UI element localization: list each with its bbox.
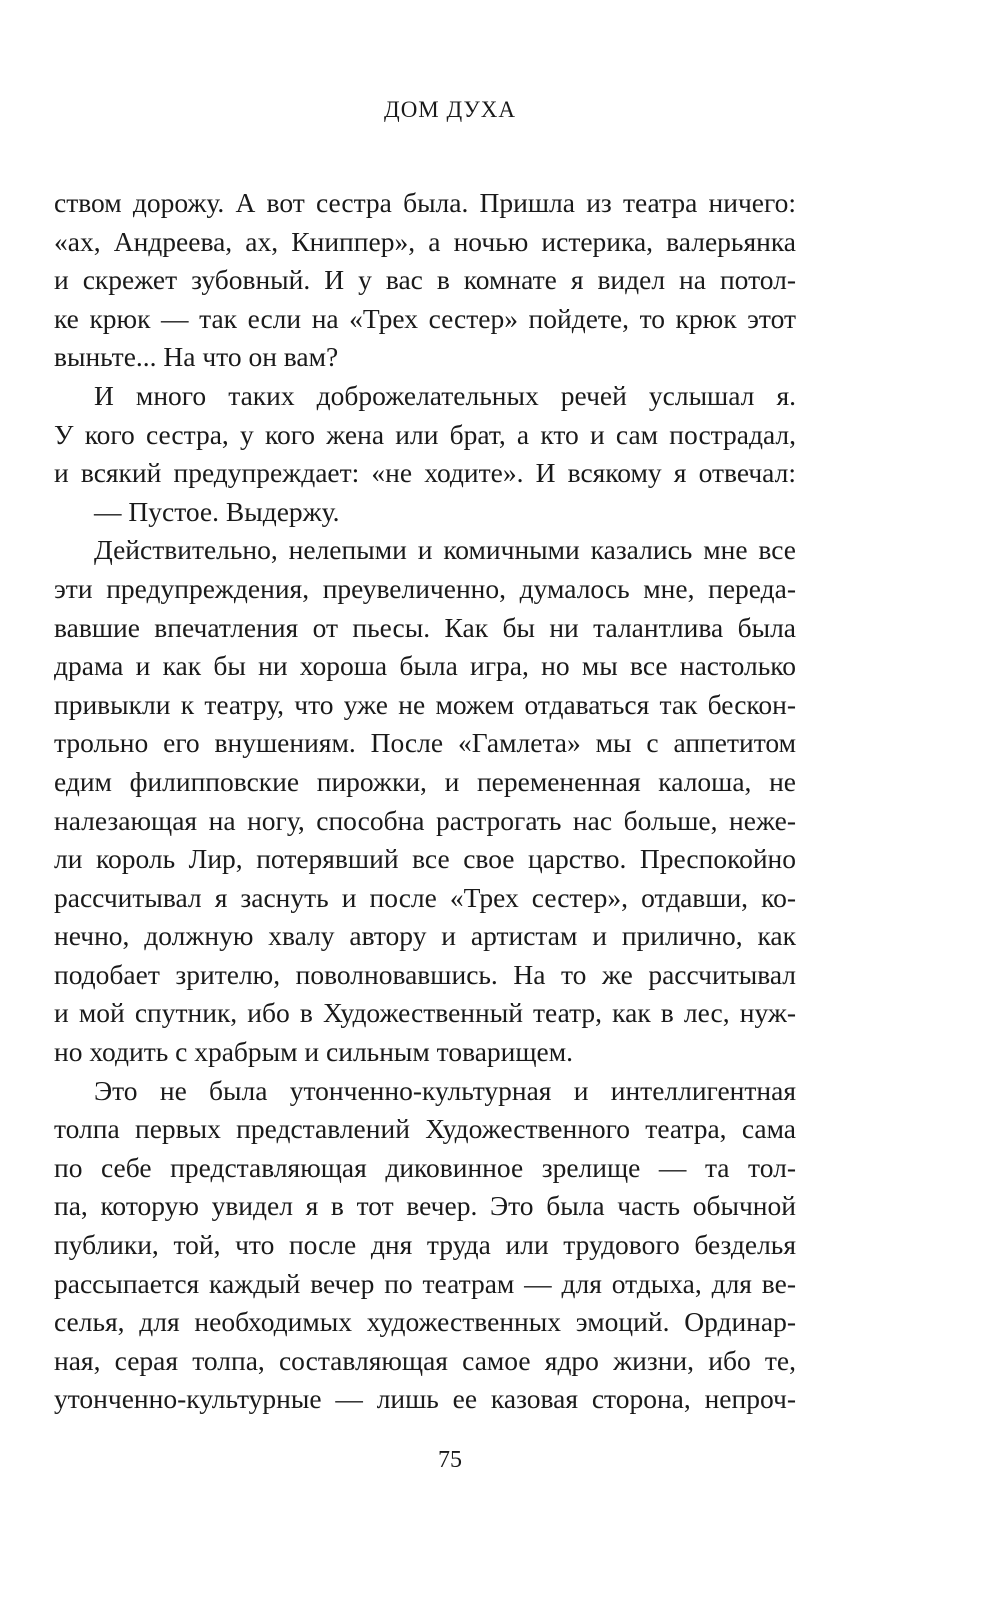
text-line: вавшие впечатления от пьесы. Как бы ни талантлива была bbox=[54, 611, 796, 643]
text-line: привыкли к театру, что уже не можем отдаваться так бескон- bbox=[54, 688, 796, 720]
text-line: Действительно, нелепыми и комичными казались мне все bbox=[94, 534, 796, 566]
text-line: подобает зрителю, поволновавшись. На то же рассчитывал bbox=[54, 958, 796, 990]
text-line: рассыпается каждый вечер по театрам — для отдыха, для ве- bbox=[54, 1267, 796, 1299]
text-line: и всякий предупреждает: «не ходите». И всякому я отвечал: bbox=[54, 457, 796, 489]
text-line: утонченно-культурные — лишь ее казовая сторона, непроч- bbox=[54, 1383, 796, 1415]
text-line: ли король Лир, потерявший все свое царство. Преспокойно bbox=[54, 843, 796, 875]
text-line: ством дорожу. А вот сестра была. Пришла из театра ничего: bbox=[54, 187, 796, 218]
text-line: ная, серая толпа, составляющая самое ядро жизни, ибо те, bbox=[54, 1344, 796, 1376]
text-line: — Пустое. Выдержу. bbox=[94, 495, 340, 527]
text-line: трольно его внушениям. После «Гамлета» мы с аппетитом bbox=[54, 727, 796, 759]
text-line: па, которую увидел я в тот вечер. Это была часть обычной bbox=[54, 1190, 796, 1222]
text-line: селья, для необходимых художественных эмоций. Ординар- bbox=[54, 1306, 796, 1338]
body-text bbox=[54, 184, 796, 1419]
text-line: едим филипповские пирожки, и перемененная калоша, не bbox=[54, 765, 796, 797]
text-line: рассчитывал я заснуть и после «Трех сестер», отдавши, ко- bbox=[54, 881, 796, 913]
text-line: налезающая на ногу, способна растрогать нас больше, неже- bbox=[54, 804, 796, 836]
running-head: ДОМ ДУХА bbox=[384, 97, 516, 122]
text-line: И много таких доброжелательных речей услышал я. bbox=[94, 379, 796, 411]
text-line: нечно, должную хвалу автору и артистам и прилично, как bbox=[54, 920, 796, 952]
text-line: эти предупреждения, преувеличенно, думалось мне, переда- bbox=[54, 572, 796, 604]
text-line: и скрежет зубовный. И у вас в комнате я видел на потол- bbox=[54, 264, 796, 296]
text-line: У кого сестра, у кого жена или брат, а кто и сам пострадал, bbox=[54, 418, 796, 450]
text-line: ке крюк — так если на «Трех сестер» пойдете, то крюк этот bbox=[54, 302, 796, 334]
text-line: толпа первых представлений Художественного театра, сама bbox=[54, 1113, 796, 1145]
text-line: по себе представляющая диковинное зрелище — та тол- bbox=[54, 1151, 796, 1183]
text-line: «ах, Андреева, ах, Книппер», а ночью истерика, валерьянка bbox=[54, 225, 796, 257]
text-line: но ходить с храбрым и сильным товарищем. bbox=[54, 1036, 574, 1068]
text-line: публики, той, что после дня труда или трудового безделья bbox=[54, 1229, 796, 1261]
text-line: Это не была утонченно-культурная и интеллигентная bbox=[94, 1074, 796, 1106]
text-line: выньте... На что он вам? bbox=[54, 341, 339, 373]
text-line: драма и как бы ни хороша была игра, но мы все настолько bbox=[54, 650, 796, 682]
page-number: 75 bbox=[438, 1447, 462, 1473]
text-line: и мой спутник, ибо в Художественный театр, как в лес, нуж- bbox=[54, 997, 796, 1029]
